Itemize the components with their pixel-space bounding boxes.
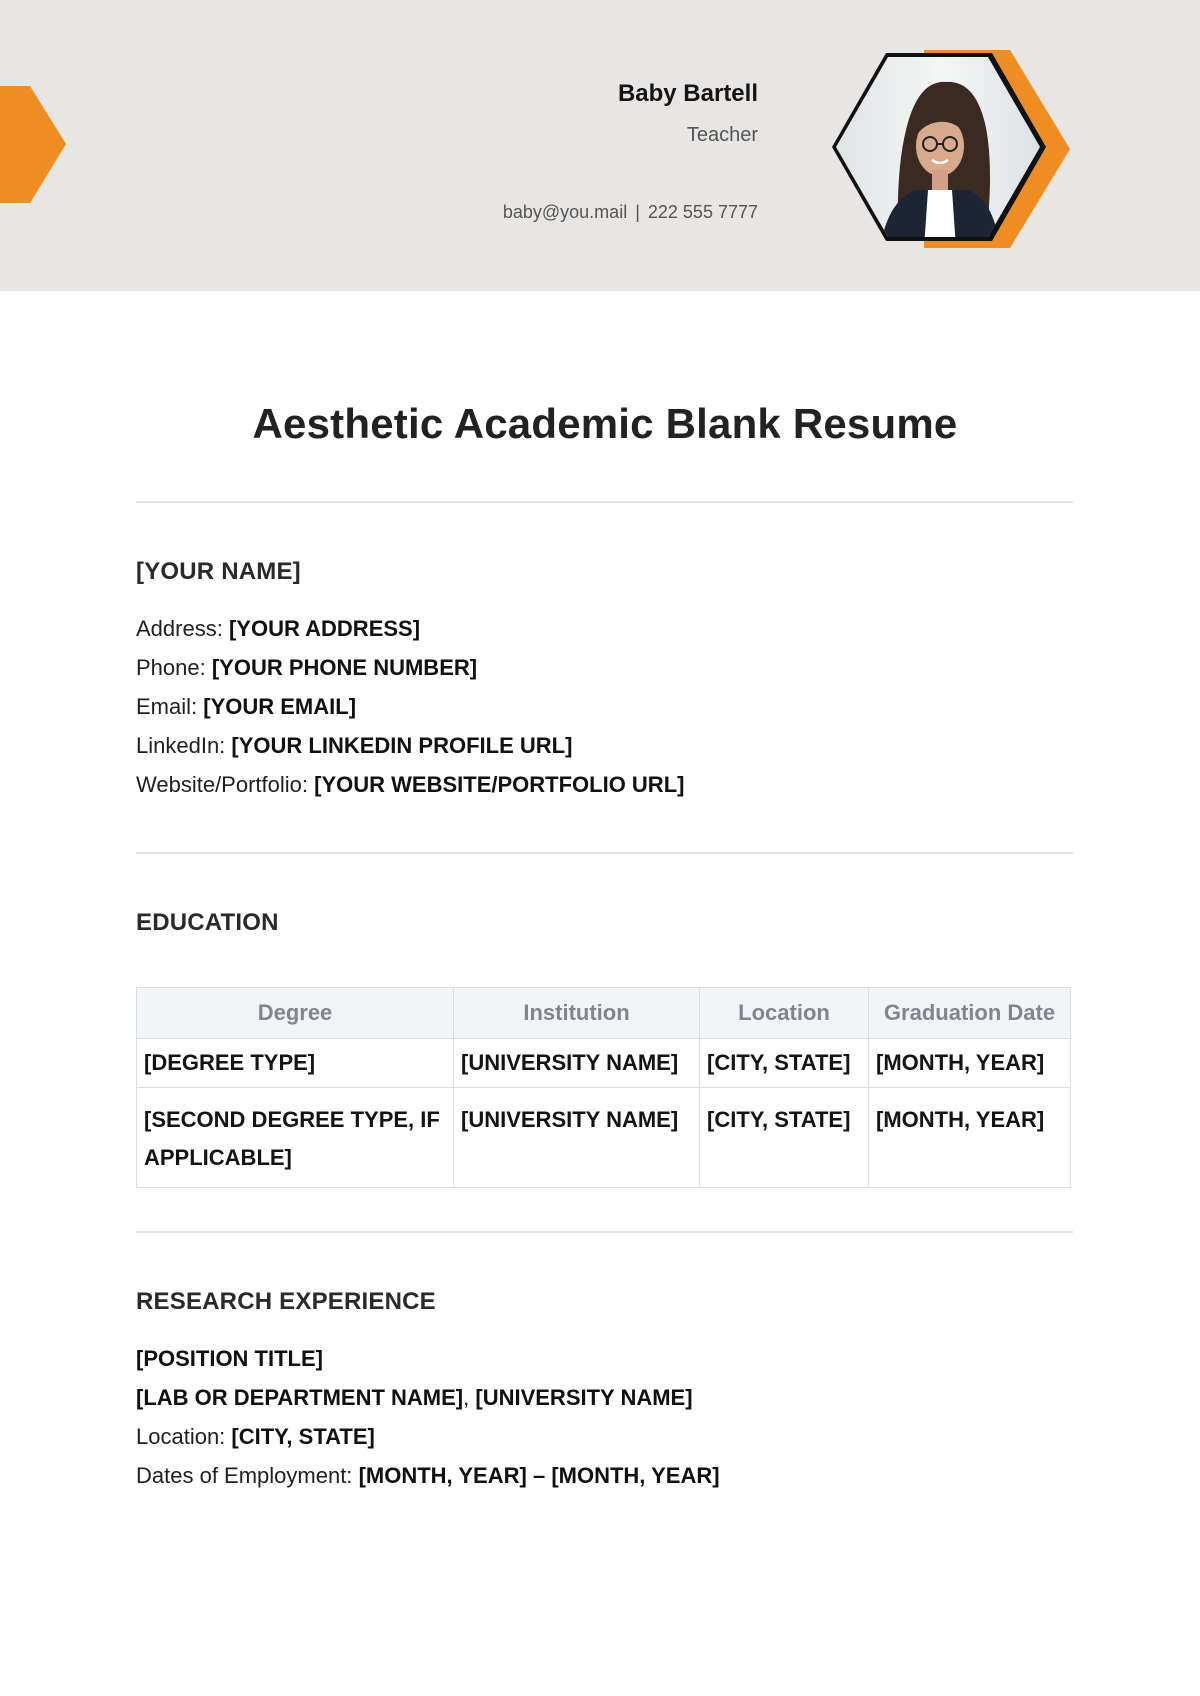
employment-dates-line [136,1463,720,1489]
employment-start: [MONTH, YEAR] [358,1463,527,1488]
lab-line [136,1385,693,1411]
research-location-value: [CITY, STATE] [231,1424,375,1449]
employment-dash: – [532,1463,546,1488]
column-header-graduation-date: Graduation Date [869,988,1071,1039]
header-contact [503,202,758,223]
institution-cell: [UNIVERSITY NAME] [454,1088,700,1188]
header-email: baby@you.mail [502,202,628,222]
profile-photo [828,50,1074,248]
phone-label: Phone: [136,655,206,680]
header-separator: | [635,202,640,222]
degree-cell: [SECOND DEGREE TYPE, IF APPLICABLE] [137,1088,454,1188]
research-heading: RESEARCH EXPERIENCE [136,1288,436,1315]
column-header-location: Location [700,988,869,1039]
address-value: [YOUR ADDRESS] [228,616,421,641]
institution-cell: [UNIVERSITY NAME] [454,1039,700,1088]
linkedin-value: [YOUR LINKEDIN PROFILE URL] [231,733,573,758]
linkedin-label: LinkedIn: [136,733,226,758]
website-line [136,772,684,798]
header-band [0,0,1200,291]
location-cell: [CITY, STATE] [700,1039,869,1088]
orange-chevron-icon [0,86,66,203]
lab-name: [LAB OR DEPARTMENT NAME] [136,1385,464,1410]
header-name: Baby Bartell [617,80,758,107]
document-title: Aesthetic Academic Blank Resume [252,400,958,447]
column-header-degree: Degree [137,988,454,1039]
education-table [136,987,1071,1188]
table-row [137,1039,1071,1088]
address-label: Address: [136,616,223,641]
address-line [136,616,420,642]
employment-end: [MONTH, YEAR] [551,1463,720,1488]
divider [136,1231,1073,1233]
email-value: [YOUR EMAIL] [203,694,357,719]
position-title: [POSITION TITLE] [136,1346,323,1371]
header-phone: 222 555 7777 [647,202,758,222]
education-heading: EDUCATION [136,909,279,936]
divider [136,501,1073,503]
email-line [136,694,356,720]
graduation-date-cell: [MONTH, YEAR] [869,1039,1071,1088]
table-row [137,1088,1071,1188]
lab-comma: , [463,1385,470,1410]
employment-dates-label: Dates of Employment: [136,1463,353,1488]
email-label: Email: [136,694,198,719]
location-cell: [CITY, STATE] [700,1088,869,1188]
phone-line [136,655,477,681]
research-location-label: Location: [136,1424,226,1449]
linkedin-line [136,733,572,759]
degree-cell: [DEGREE TYPE] [137,1039,454,1088]
research-university: [UNIVERSITY NAME] [475,1385,693,1410]
your-name-heading: [YOUR NAME] [136,558,301,585]
column-header-institution: Institution [454,988,700,1039]
graduation-date-cell: [MONTH, YEAR] [869,1088,1071,1188]
website-value: [YOUR WEBSITE/PORTFOLIO URL] [314,772,685,797]
position-line [136,1346,323,1372]
divider [136,852,1073,854]
phone-value: [YOUR PHONE NUMBER] [211,655,478,680]
research-location-line [136,1424,375,1450]
website-label: Website/Portfolio: [136,772,309,797]
header-role: Teacher [686,124,758,146]
